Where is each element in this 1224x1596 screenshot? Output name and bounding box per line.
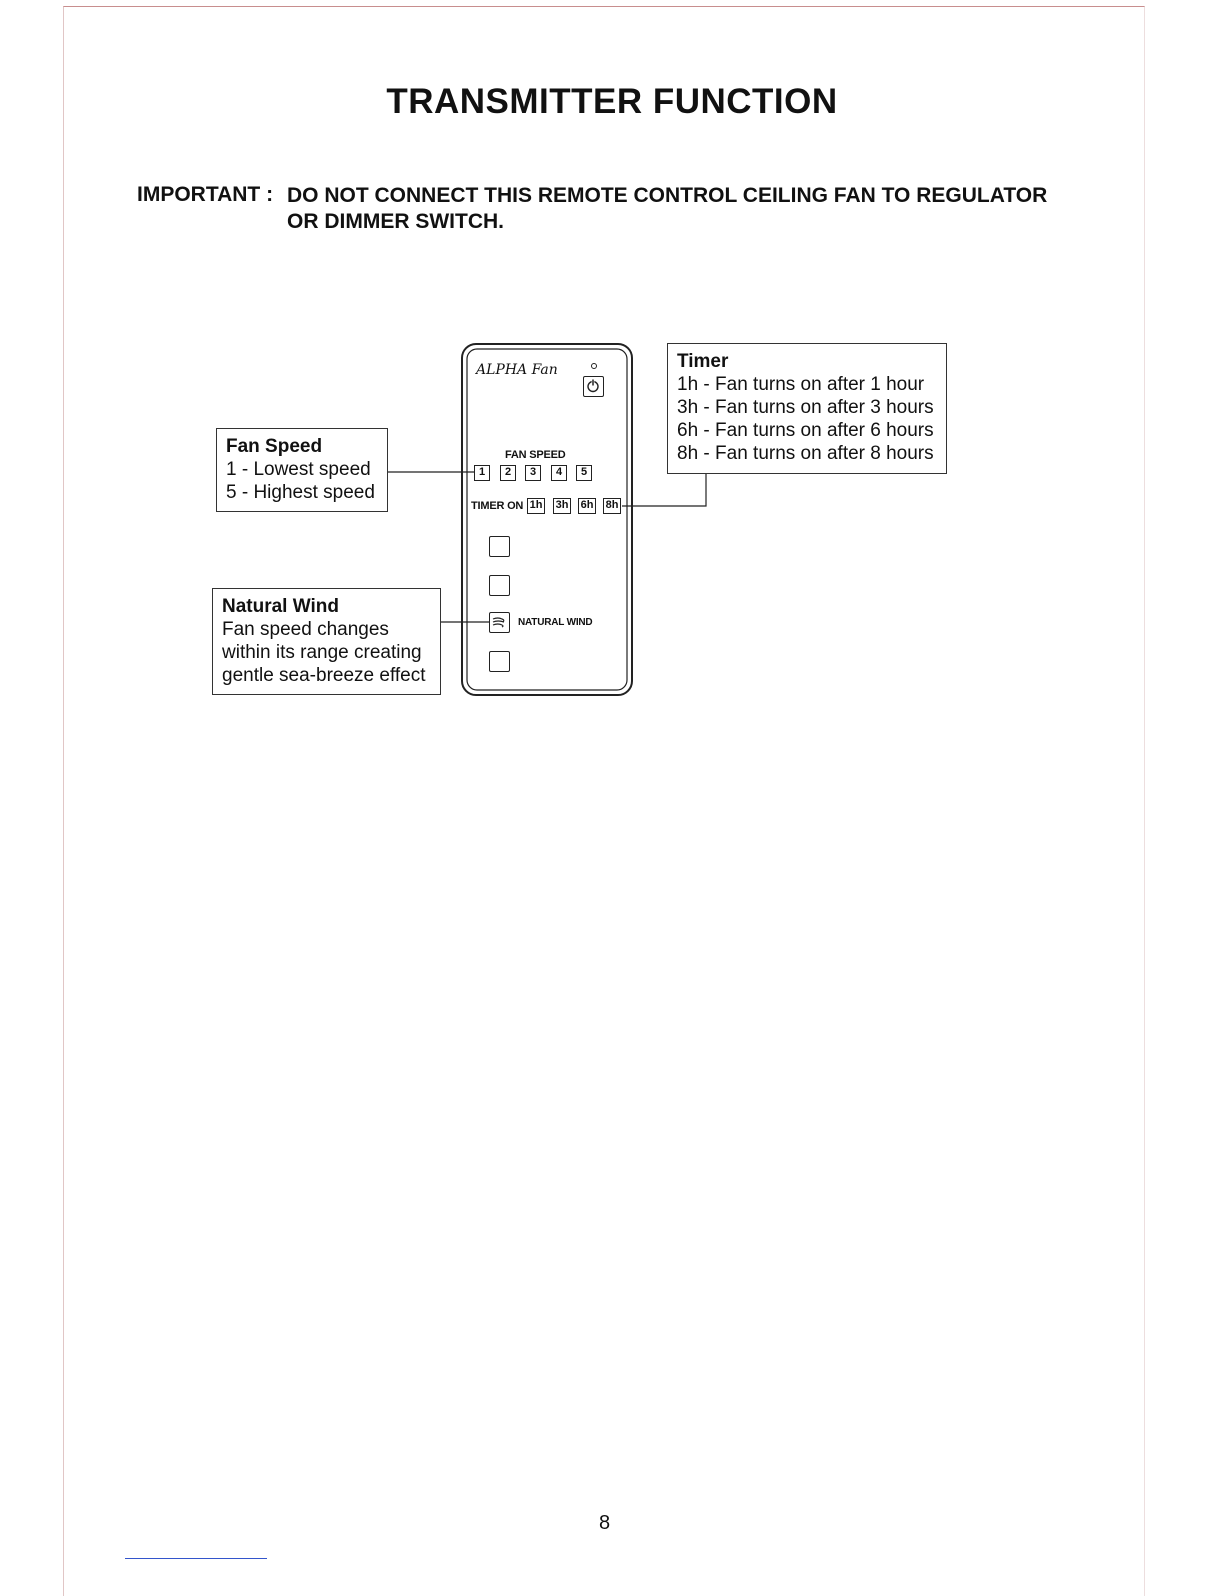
callout-natural-wind-line: Fan speed changes xyxy=(222,619,389,640)
callout-natural-wind-line: gentle sea-breeze effect xyxy=(222,665,426,686)
timer-key-8h[interactable]: 8h xyxy=(603,498,621,514)
natural-wind-icon xyxy=(490,613,508,631)
speed-key-4[interactable]: 4 xyxy=(551,465,567,481)
callout-natural-wind-line: within its range creating xyxy=(222,642,422,663)
speed-key-1[interactable]: 1 xyxy=(474,465,490,481)
speed-key-2[interactable]: 2 xyxy=(500,465,516,481)
important-label: IMPORTANT : xyxy=(137,183,274,206)
callout-fan-speed-heading: Fan Speed xyxy=(226,436,323,457)
natural-wind-label: NATURAL WIND xyxy=(518,617,593,628)
timer-key-1h[interactable]: 1h xyxy=(527,498,545,514)
blank-button-3[interactable] xyxy=(489,651,510,672)
callout-timer xyxy=(667,343,947,474)
important-line-2: OR DIMMER SWITCH. xyxy=(287,210,504,233)
natural-wind-button[interactable] xyxy=(489,612,510,633)
speed-key-3[interactable]: 3 xyxy=(525,465,541,481)
footer-rule xyxy=(125,1558,267,1559)
callout-fan-speed xyxy=(216,428,388,512)
callout-fan-speed-line: 1 - Lowest speed xyxy=(226,459,371,480)
timer-key-3h[interactable]: 3h xyxy=(553,498,571,514)
important-line-1: DO NOT CONNECT THIS REMOTE CONTROL CEILING FAN TO REGULATOR xyxy=(287,184,1048,207)
power-icon xyxy=(584,377,602,395)
power-button[interactable] xyxy=(583,376,604,397)
remote-body xyxy=(462,344,632,695)
callout-timer-line: 1h - Fan turns on after 1 hour xyxy=(677,374,925,395)
callout-fan-speed-line: 5 - Highest speed xyxy=(226,482,375,503)
fan-speed-label: FAN SPEED xyxy=(505,449,566,461)
page-number: 8 xyxy=(598,1512,611,1534)
speed-key-5[interactable]: 5 xyxy=(576,465,592,481)
blank-button-1[interactable] xyxy=(489,536,510,557)
timer-key-6h[interactable]: 6h xyxy=(578,498,596,514)
timer-on-label: TIMER ON xyxy=(471,500,524,512)
blank-button-2[interactable] xyxy=(489,575,510,596)
callout-natural-wind-heading: Natural Wind xyxy=(222,596,339,617)
callout-natural-wind xyxy=(212,588,441,695)
page-title: TRANSMITTER FUNCTION xyxy=(386,82,838,121)
callout-timer-line: 6h - Fan turns on after 6 hours xyxy=(677,420,934,441)
callout-timer-heading: Timer xyxy=(677,351,729,372)
connector-timer xyxy=(622,474,706,506)
callout-timer-line: 8h - Fan turns on after 8 hours xyxy=(677,443,934,464)
callout-timer-line: 3h - Fan turns on after 3 hours xyxy=(677,397,934,418)
brand-logo: ALPHA Fan xyxy=(476,362,558,378)
